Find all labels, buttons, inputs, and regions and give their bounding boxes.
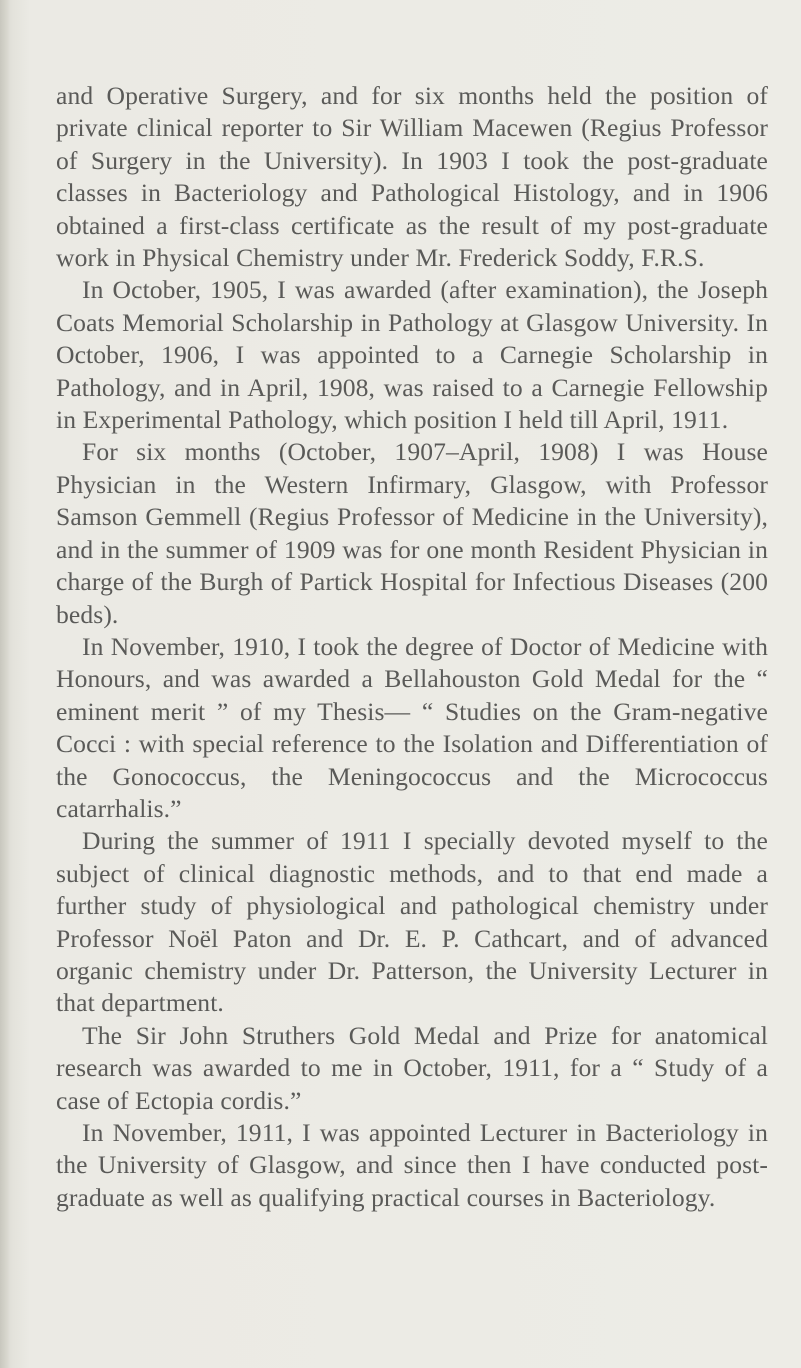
body-text <box>56 80 768 1214</box>
paragraph-clinical-diagnostics: During the summer of 1911 I specially devoted myself to the subject of clinical diagnostic methods, and to that end made a further study of physiological and pathological chemistry under Professor Noël Paton and Dr. E. P. Cathcart, and of advanced organic chemistry under Dr. Patterson, the University Lecturer in that department. <box>56 826 768 1018</box>
paragraph-lecturer-appointment: In November, 1911, I was appointed Lecturer in Bacteriology in the University of Glasgow, and since then I have conducted post-graduate as well as qualifying practical courses in Bacteriology. <box>56 1118 768 1212</box>
paragraph-surgery-reporter: and Operative Surgery, and for six months held the position of private clinical reporter to Sir William Macewen (Regius Professor of Surgery in the University). In 1903 I took the post-graduate classes in Bacteriology and Pathological Histology, and in 1906 obtained a first-class certificate as the result of my post-graduate work in Physical Chemistry under Mr. Frederick Soddy, F.R.S. <box>56 81 768 273</box>
paragraph-coats-scholarship: In October, 1905, I was awarded (after examination), the Joseph Coats Memorial Scholarship in Pathology at Glasgow University. In October, 1906, I was appointed to a Carnegie Scholarship in Pathology, and in April, 1908, was raised to a Carnegie Fellowship in Experimental Pathology, which position I held till April, 1911. <box>56 275 768 435</box>
paragraph-house-physician: For six months (October, 1907–April, 1908) I was House Physician in the Western Infirmary, Glasgow, with Professor Samson Gemmell (Regius Professor of Medicine in the University), and in the summer of 1909 was for one month Resident Physician in charge of the Burgh of Partick Hospital for Infectious Diseases (200 beds). <box>56 437 768 629</box>
paragraph-doctor-of-medicine: In November, 1910, I took the degree of Doctor of Medicine with Honours, and was awarded a Bellahouston Gold Medal for the “ eminent merit ” of my Thesis— “ Studies on the Gram-negative Cocci : with special reference to the Isolation and Differentiation of the Gonococcus, the Meningococcus and the Micrococcus catarrhalis.” <box>56 631 768 823</box>
paragraph-struthers-medal: The Sir John Struthers Gold Medal and Prize for anatomical research was awarded to me in October, 1911, for a “ Study of a case of Ectopia cordis.” <box>56 1020 768 1115</box>
page-spine-shadow <box>0 0 10 1368</box>
